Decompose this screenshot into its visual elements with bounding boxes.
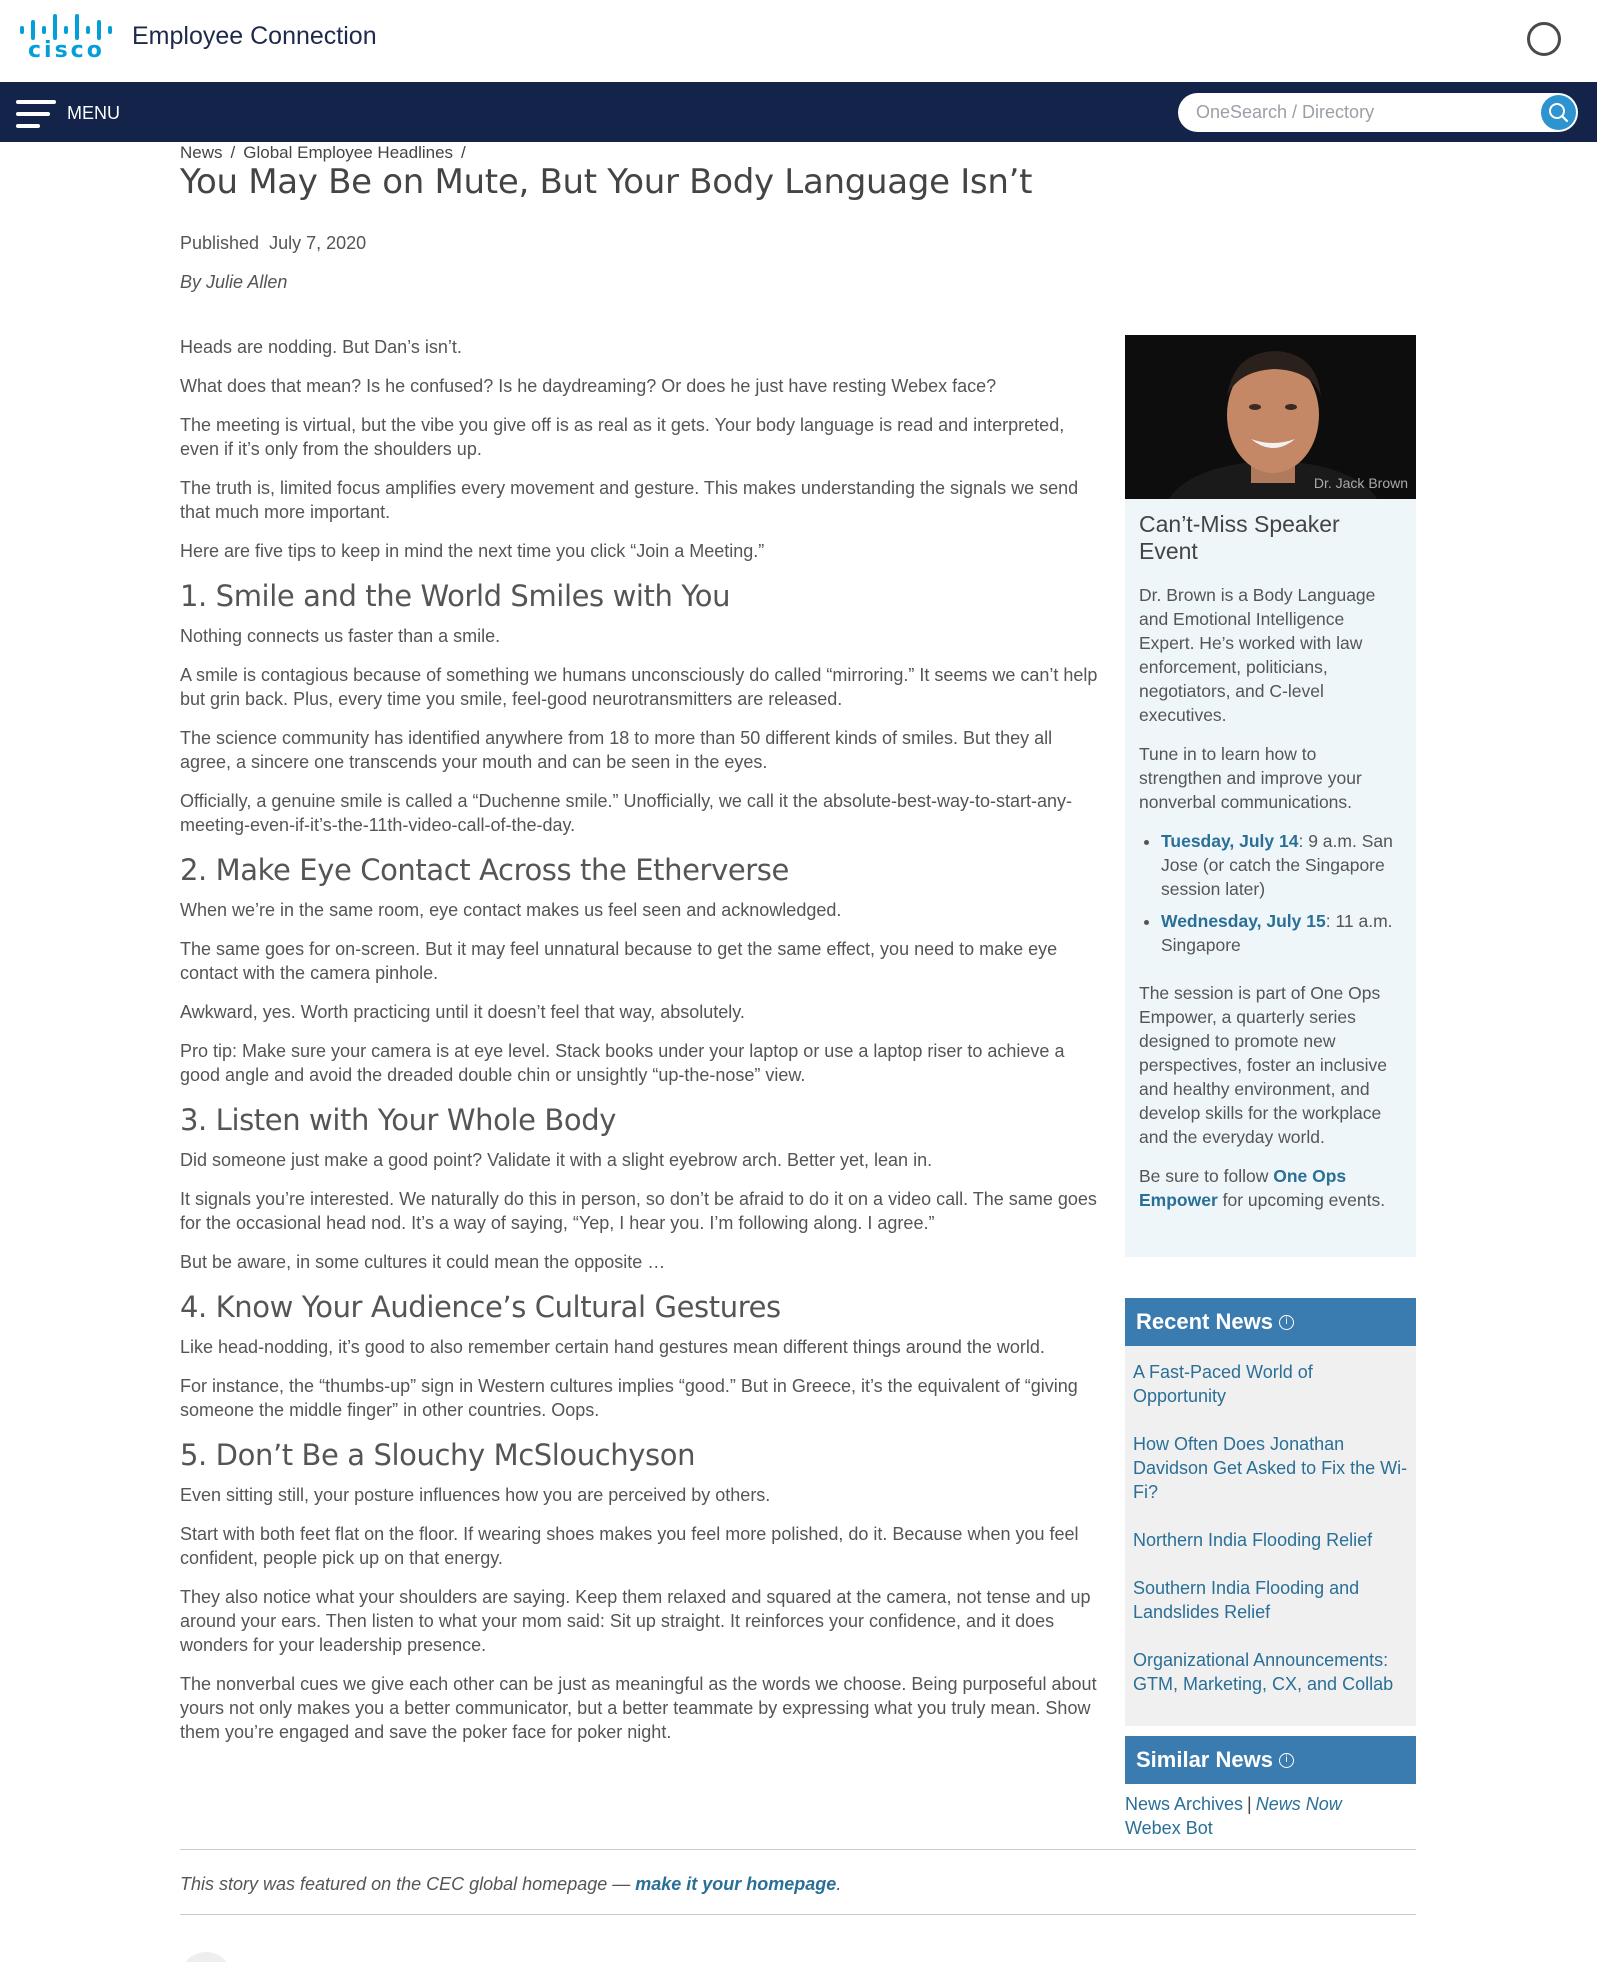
- article-paragraph: Heads are nodding. But Dan’s isn’t.: [180, 337, 462, 357]
- breadcrumb-global-employee-headlines[interactable]: Global Employee Headlines: [243, 143, 454, 162]
- article-paragraph: The same goes for on-screen. But it may feel unnatural because to get the same effect, you need to make eye contact with the camera pinhole.: [180, 939, 1058, 983]
- byline: By Julie Allen: [180, 272, 288, 292]
- one-ops-empower-link[interactable]: One Ops Empower: [1139, 1166, 1347, 1210]
- info-icon[interactable]: i: [1279, 1315, 1294, 1330]
- article-paragraph: Here are five tips to keep in mind the next time you click “Join a Meeting.”: [180, 541, 765, 561]
- menu-button[interactable]: [16, 94, 126, 132]
- breadcrumb-separator: /: [461, 143, 466, 162]
- article-paragraph: Officially, a genuine smile is called a “Duchenne smile.” Unofficially, we call it the absolute-best-way-to-start-any-meeting-even-if-it’s-the-11th-video-call-of-the-day.: [180, 791, 1073, 835]
- recent-news-list: [1125, 1346, 1416, 1726]
- session-detail: : 9 a.m. San Jose (or catch the Singapore session later): [1161, 831, 1393, 899]
- recent-news-link[interactable]: Organizational Announcements: GTM, Marketing, CX, and Collab: [1133, 1650, 1394, 1694]
- article-paragraph: Even sitting still, your posture influences how you are perceived by others.: [180, 1485, 771, 1505]
- session-item: [1161, 829, 1402, 901]
- news-now-link[interactable]: News Now: [1255, 1794, 1342, 1814]
- webex-bot-link[interactable]: Webex Bot: [1125, 1818, 1213, 1838]
- article-paragraph: Pro tip: Make sure your camera is at eye level. Stack books under your laptop or use a laptop riser to achieve a good angle and avoid the dreaded double chin or unsightly “up-the-nose” view.: [180, 1041, 1065, 1085]
- article-paragraph: For instance, the “thumbs-up” sign in Western cultures implies “good.” But in Greece, it’s the equivalent of “giving someone the middle finger” in other countries. Oops.: [180, 1376, 1078, 1420]
- cisco-logo-text: cisco: [28, 38, 105, 63]
- article-body: [180, 335, 1100, 1759]
- menu-label: MENU: [67, 103, 120, 123]
- session-note: The session is part of One Ops Empower, a quarterly series designed to promote new perspectives, foster an inclusive and healthy environment, and develop skills for the workplace and the everyday world.: [1139, 983, 1388, 1147]
- recent-news-header[interactable]: [1125, 1298, 1416, 1346]
- section-heading: 1. Smile and the World Smiles with You: [180, 579, 731, 613]
- event-description: Dr. Brown is a Body Language and Emotional Intelligence Expert. He’s worked with law enforcement, politicians, negotiators, and C-level executives.: [1139, 585, 1376, 725]
- event-tune-in: Tune in to learn how to strengthen and improve your nonverbal communications.: [1139, 744, 1362, 812]
- page-title: You May Be on Mute, But Your Body Language Isn’t: [180, 162, 1033, 202]
- section-heading: 2. Make Eye Contact Across the Etherverse: [180, 853, 789, 887]
- article-paragraph: When we’re in the same room, eye contact makes us feel seen and acknowledged.: [180, 900, 842, 920]
- search-icon: [1541, 95, 1576, 130]
- follow-prefix: Be sure to follow: [1139, 1166, 1274, 1186]
- article-paragraph: The meeting is virtual, but the vibe you give off is as real as it gets. Your body language is read and interpreted, even if it’s only from the shoulders up.: [180, 415, 1065, 459]
- recent-news-link[interactable]: Northern India Flooding Relief: [1133, 1530, 1373, 1550]
- top-header: [0, 0, 1597, 82]
- archives-separator: |: [1247, 1794, 1252, 1814]
- divider: [180, 1849, 1416, 1850]
- session-detail: : 11 a.m. Singapore: [1161, 911, 1393, 955]
- follow-suffix: for upcoming events.: [1217, 1190, 1386, 1210]
- photo-caption: Dr. Jack Brown: [1313, 475, 1408, 491]
- search-button[interactable]: [1541, 95, 1576, 130]
- hamburger-icon: [16, 100, 56, 128]
- featured-end: .: [836, 1874, 842, 1894]
- published-date: July 7, 2020: [269, 233, 367, 253]
- recent-news-link[interactable]: Southern India Flooding and Landslides Relief: [1133, 1578, 1360, 1622]
- recent-news-link[interactable]: A Fast-Paced World of Opportunity: [1133, 1362, 1313, 1406]
- recent-news-link[interactable]: How Often Does Jonathan Davidson Get Asked to Fix the Wi-Fi?: [1133, 1434, 1408, 1502]
- similar-news-title: Similar News: [1136, 1747, 1273, 1772]
- search-box: [1178, 93, 1578, 132]
- breadcrumb-news[interactable]: News: [180, 143, 223, 162]
- article-paragraph: Awkward, yes. Worth practicing until it doesn’t feel that way, absolutely.: [180, 1002, 745, 1022]
- profile-icon[interactable]: [1527, 22, 1561, 56]
- article-paragraph: The truth is, limited focus amplifies every movement and gesture. This makes understanding the signals we send that much more important.: [180, 478, 1079, 522]
- info-icon[interactable]: i: [1279, 1753, 1294, 1768]
- article-paragraph: Like head-nodding, it’s good to also remember certain hand gestures mean different things around the world.: [180, 1337, 1045, 1357]
- section-heading: 4. Know Your Audience’s Cultural Gestures: [180, 1290, 781, 1324]
- session-date[interactable]: Tuesday, July 14: [1161, 831, 1299, 851]
- scroll-top-button[interactable]: [180, 1952, 232, 1962]
- featured-text: This story was featured on the CEC global homepage —: [180, 1874, 636, 1894]
- section-heading: 5. Don’t Be a Slouchy McSlouchyson: [180, 1438, 696, 1472]
- session-date[interactable]: Wednesday, July 15: [1161, 911, 1326, 931]
- news-archives-link[interactable]: News Archives: [1125, 1794, 1244, 1814]
- follow-text: [1139, 1164, 1402, 1212]
- article-paragraph: Nothing connects us faster than a smile.: [180, 626, 501, 646]
- article-paragraph: They also notice what your shoulders are saying. Keep them relaxed and squared at the camera, not tense and up around your ears. Then listen to what your mom said: Sit up straight. It reinforces your confidence, and it does wonders for your leadership presence.: [180, 1587, 1091, 1655]
- article-paragraph: But be aware, in some cultures it could mean the opposite …: [180, 1252, 666, 1272]
- article-paragraph: A smile is contagious because of something we humans unconsciously do called “mirroring.” It seems we can’t help but grin back. Plus, every time you smile, feel-good neurotransmitters are released.: [180, 665, 1098, 709]
- breadcrumb: [180, 143, 474, 163]
- article-paragraph: It signals you’re interested. We naturally do this in person, so don’t be afraid to do it on a video call. The same goes for the occasional head nod. It’s a way of saying, “Yep, I hear you. I’m following along. I agree.”: [180, 1189, 1097, 1233]
- article-paragraph: Start with both feet flat on the floor. If wearing shoes makes you feel more polished, do it. Because when you feel confident, people pick up on that energy.: [180, 1524, 1079, 1568]
- divider: [180, 1914, 1416, 1915]
- speaker-photo: [1125, 335, 1416, 499]
- breadcrumb-separator: /: [230, 143, 236, 162]
- similar-news-header[interactable]: [1125, 1736, 1416, 1784]
- article-paragraph: The nonverbal cues we give each other can be just as meaningful as the words we choose. Being purposeful about yours not only makes you a better communicator, but a better teammate by expressing what you truly mean. Show them you’re engaged and save the poker face for poker night.: [180, 1674, 1097, 1742]
- session-item: [1161, 909, 1402, 957]
- featured-note: [180, 1874, 841, 1895]
- search-input[interactable]: [1196, 99, 1516, 126]
- published-label: Published: [180, 233, 260, 253]
- nav-bar: [0, 82, 1597, 142]
- site-title[interactable]: Employee Connection: [132, 22, 377, 50]
- archives-links: [1125, 1792, 1416, 1840]
- sidebar: [1125, 335, 1416, 1840]
- recent-news-title: Recent News: [1136, 1309, 1273, 1334]
- article-paragraph: The science community has identified anywhere from 18 to more than 50 different kinds of smiles. But they all agree, a sincere one transcends your mouth and can be seen in the eyes.: [180, 728, 1053, 772]
- article-paragraph: What does that mean? Is he confused? Is he daydreaming? Or does he just have resting Webex face?: [180, 376, 997, 396]
- event-title: Can’t-Miss Speaker Event: [1139, 511, 1340, 564]
- published-info: [180, 233, 366, 254]
- speaker-event-box: [1125, 499, 1416, 1257]
- article-paragraph: Did someone just make a good point? Validate it with a slight eyebrow arch. Better yet, lean in.: [180, 1150, 933, 1170]
- section-heading: 3. Listen with Your Whole Body: [180, 1103, 617, 1137]
- session-list: [1161, 829, 1402, 957]
- make-homepage-link[interactable]: make it your homepage: [635, 1874, 837, 1894]
